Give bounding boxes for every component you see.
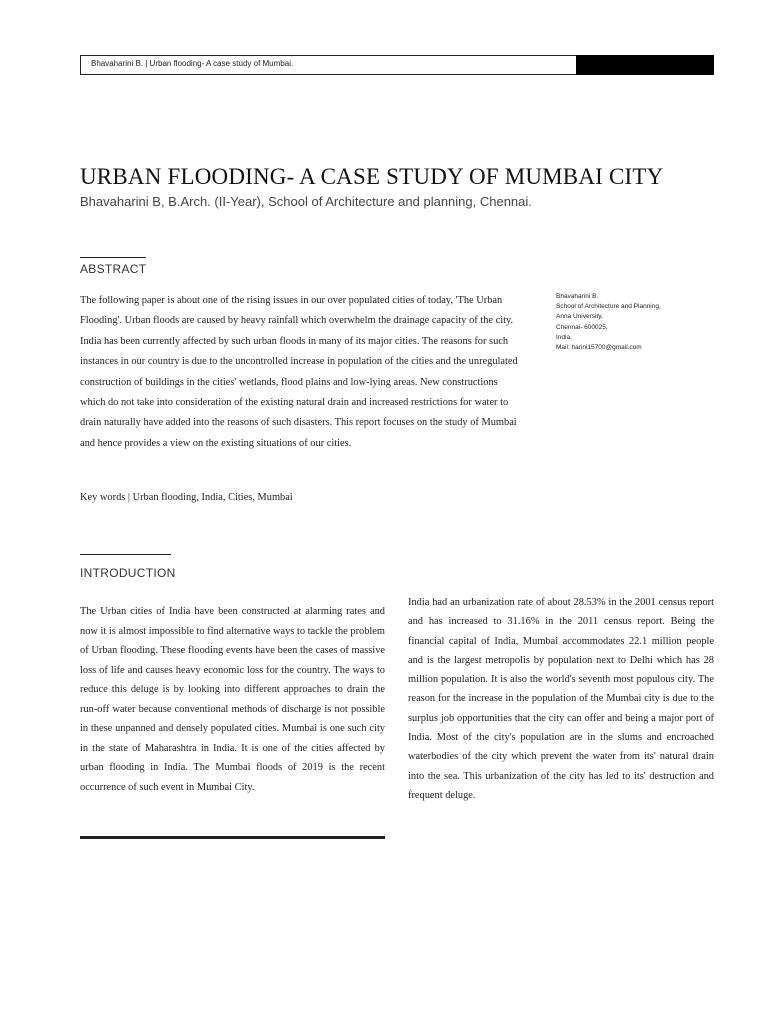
author-affiliation <box>556 292 716 353</box>
introduction-heading: INTRODUCTION <box>80 566 176 580</box>
header-black-block <box>576 55 714 75</box>
affiliation-line: India. <box>556 333 572 341</box>
abstract-rule <box>80 257 146 258</box>
running-header <box>80 55 714 75</box>
affiliation-line: Bhavaharini B. <box>556 293 599 300</box>
keywords: Key words | Urban flooding, India, Cities, Mumbai <box>80 492 293 503</box>
introduction-body: The Urban cities of India have been constructed at alarming rates and now it is almost impossible to find alternative ways to tackle the problem of Urban flooding. These flooding events have been the cases of massive loss of life and causes heavy economic loss for the country. The ways to reduce this deluge is by looking into different approaches to drain the run-off water because conventional methods of discharge is not possible in these unpanned and densely populated cities. Mumbai is one such city in the state of Maharashtra in India. It is one of the cities affected by urban flooding in India. The Mumbai floods of 2019 is the recent occurrence of such event in Mumbai City. <box>80 606 385 793</box>
right-column-body: India had an urbanization rate of about 28.53% in the 2001 census report and has increased to 31.16% in the 2011 census report. Being the financial capital of India, Mumbai accommodates 22.1 million people and is the largest metropolis by population next to Delhi which has 28 million population. It is also the world's seventh most populous city. The reason for the increase in the population of the Mumbai city is due to the surplus job opportunities that the city can offer and being a major port of India. Most of the city's population are in the slums and encroached waterbodies of the city which prevent the water from its' natural drain into the sea. This urbanization of the city has led to its' destruction and frequent deluge. <box>408 597 714 801</box>
running-title: Bhavaharini B. | Urban flooding- A case study of Mumbai. <box>91 59 294 68</box>
affiliation-line: Anna University, <box>556 313 603 321</box>
introduction-rule <box>80 554 171 555</box>
affiliation-line: Chennai- 600025, <box>556 323 608 331</box>
affiliation-email: Mail: harini15700@gmail.com <box>556 344 642 352</box>
column-end-rule <box>80 836 385 839</box>
abstract-heading: ABSTRACT <box>80 262 147 276</box>
paper-title: URBAN FLOODING- A CASE STUDY OF MUMBAI CITY <box>80 164 664 189</box>
author-line: Bhavaharini B, B.Arch. (II-Year), School of Architecture and planning, Chennai. <box>80 194 532 209</box>
affiliation-line: School of Architecture and Planning, <box>556 303 661 311</box>
abstract-body: The following paper is about one of the rising issues in our over populated cities of today, 'The Urban Flooding'. Urban floods are caused by heavy rainfall which overwhelm the drainage capacity of the city. India has been currently affected by such urban floods in many of its major cities. The reasons for such instances in our country is due to the uncontrolled increase in population of the cities and the unregulated construction of buildings in the cities' wetlands, flood plains and low-lying areas. New constructions which do not take into consideration of the existing natural drain and increased restrictions for water to drain naturally have added into the reasons of such disasters. This report focuses on the study of Mumbai and hence provides a view on the existing situations of our cities. <box>80 295 518 449</box>
